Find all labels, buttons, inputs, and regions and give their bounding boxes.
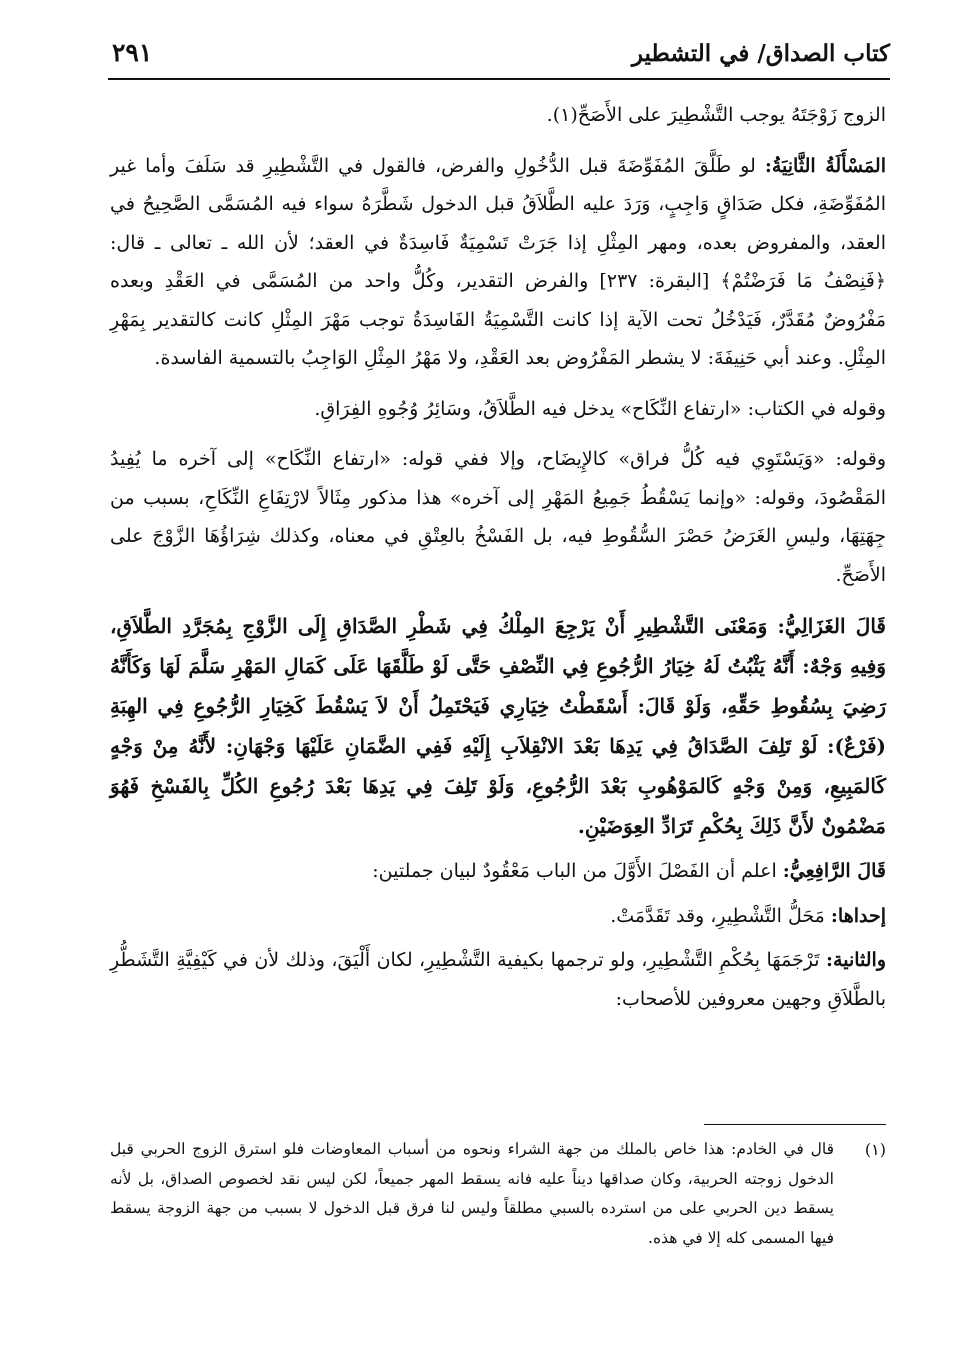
paragraph-first	[110, 897, 886, 936]
paragraph-continuation	[110, 96, 886, 135]
paragraph-book-quote	[110, 390, 886, 429]
running-header	[108, 34, 890, 80]
footnote-separator	[704, 1124, 886, 1125]
footnote	[110, 1135, 886, 1253]
paragraph-text: تَرْجَمَهَا بِحُكْمِ التَّشْطِيرِ، ولو ترجمها بكيفية التَّشْطِيرِ، لكان أَلْيَقَ، وذلك لأن في كَيْفِيَّةِ التَّشَطُّرِ بالطَّلاَقِ وجهين معروفين للأصحاب:	[110, 949, 886, 1010]
paragraph-rafii	[110, 852, 886, 891]
page-number: ٢٩١	[112, 38, 153, 67]
footnote-text: قال في الخادم: هذا خاص بالملك من جهة الشراء ونحوه من أسباب المعاوضات فلو استرق الزوج الحربي قبل الدخول زوجته الحربية، وكان صداقها ديناً عليه فانه يسقط المهر جميعاً، لكن ليس نقد لخصوص الصداق، بل لأنه يسقط دين الحربي على من استرده بالسبي مطلقاً وليس لنا فرق قبل الدخول لا بسبب من جهة الزوجة يسقط فيها المسمى كله إلا في هذه.	[110, 1140, 834, 1247]
paragraph-text: لو طَلَّقَ المُفَوِّضَةَ قبل الدُّخُولِ والفرض، فالقول في التَّشْطِيرِ قد سَلَفَ وأما غير المُفَوِّضَةِ، فكل صَدَاقٍ وَاجِبٍ، وَرَدَ عليه الطَّلاَقُ قبل الدخول شَطَّرَهُ سواء فيه المُسَمَّى الصَّحِيحُ في العقد، والمفروض بعده، ومهر المِثْلِ إذا جَرَتْ تَسْمِيَةٌ فَاسِدَةٌ في العقد؛ لأن الله ـ تعالى ـ قال: ﴿فَنِصْفُ مَا فَرَضْتُمْ﴾ [البقرة: ٢٣٧] والفرض التقدير، وكُلُّ واحد من المُسَمَّى في العَقْدِ وبعده مَفْرُوضٌ مُقَدَّرٌ، فَيَدْخُلُ تحت الآية إذا كانت التَّسْمِيَةُ الفَاسِدَةُ توجب مَهْرَ المِثْلِ كانت كالتقدير بِمَهْرِ المِثْلِ. وعند أبي حَنِيفَةَ: لا يشطر المَفْرُوض بعد العَقْدِ، ولا مَهْرُ المِثْلِ الوَاجِبُ بالتسمية الفاسدة.	[110, 154, 886, 369]
paragraph-text: قَالَ الغَزَالِيُّ: وَمَعْنَى التَّشْطِيرِ أَنْ يَرْجِعَ المِلْكُ فِي شَطْرِ الصَّدَاقِ إِلَى الزَّوْجِ بِمُجَرَّدِ الطَّلاَقِ، وَفِيهِ وَجْهٌ: أَنَّهُ يَثْبُتُ لَهُ خِيَارُ الرُّجُوعِ فِي النِّصْفِ حَتَّى لَوْ طَلَّقَهَا عَلَى كَمَالِ المَهْرِ سَلَّمَ لَهَا وَكَأَنَّهُ رَضِيَ بِسُقُوطِ حَقِّهِ، وَلَوْ قَالَ: أَسْقَطْتُ خِيَارِي فَيَحْتَمِلُ أَنْ لاَ يَسْقُطَ كَخِيَارِ الرُّجُوعِ فِي الهِبَةِ (فَرْعٌ): لَوْ تَلِفَ الصَّدَاقُ فِي يَدِهَا بَعْدَ الانْقِلاَبِ إِلَيْهِ فَفِي الضَّمَانِ عَلَيْهَا وَجْهَانِ: لأَنَّهُ مِنْ وَجْهٍ كَالمَبِيعِ، وَمِنْ وَجْهٍ كَالمَوْهُوبِ بَعْدَ الرُّجُوعِ، وَلَوْ تَلِفَ فِي يَدِهَا بَعْدَ رُجُوعِ الكُلِّ بِالفَسْخِ فَهُوَ مَضْمُونٌ لأَنَّ ذَلِكَ بِحُكْمِ تَرَادِّ العِوَضَيْنِ.	[110, 614, 886, 838]
footnote-marker: (١)	[864, 1140, 886, 1159]
paragraph-commentary	[110, 440, 886, 594]
paragraph-ghazali-matn	[110, 606, 886, 846]
paragraph-label: المَسْأَلَةُ الثَّانِيَةُ:	[764, 154, 886, 177]
paragraph-text: وقوله: «وَيَسْتَوِي فيه كُلُّ فراق» كالإِيضَاح، وإلا ففي قوله: «ارتفاع النِّكَاح» إلى آخره ما يُفِيدُ المَقْصُودَ، وقوله: «وإنما يَسْقُطُ جَمِيعُ المَهْرِ إلى آخره» هذا مذكور مِثَالاً لارْتِفَاعِ النِّكَاحِ، بسبب من جِهَتِهَا، وليسِ الغَرَضُ حَصْرَ السُّقُوطِ فيه، بل الفَسْخُ بالعِتْقِ في معناه، وكذلك شِرَاؤُهَا الزَّوْجَ على الأَصَحِّ.	[110, 448, 886, 586]
paragraph-label: إحداها:	[830, 904, 886, 927]
paragraph-text: مَحَلُّ التَّشْطِيرِ، وقد تَقَدَّمَتْ.	[610, 904, 825, 927]
paragraph-label: قَالَ الرَّافِعِيُّ:	[782, 860, 886, 882]
paragraph-text: اعلم أن الفَصْلَ الأَوَّلَ من الباب مَعْقُودٌ لبيان جملتين:	[372, 860, 777, 882]
paragraph-text: وقوله في الكتاب: «ارتفاع النِّكَاح» يدخل فيه الطَّلاَقُ، وسَائِرُ وُجُوهِ الفِرَاقِ.	[314, 397, 886, 420]
paragraph-label: والثانية:	[826, 949, 887, 971]
paragraph-text: الزوج زَوْجَتَهُ يوجب التَّشْطِيرَ على الأَصَحِّ(١).	[546, 104, 886, 126]
chapter-title: كتاب الصداق/ في التشطير	[631, 40, 890, 67]
paragraph-second-issue	[110, 147, 886, 378]
paragraph-second	[110, 941, 886, 1018]
main-text	[110, 96, 886, 1018]
